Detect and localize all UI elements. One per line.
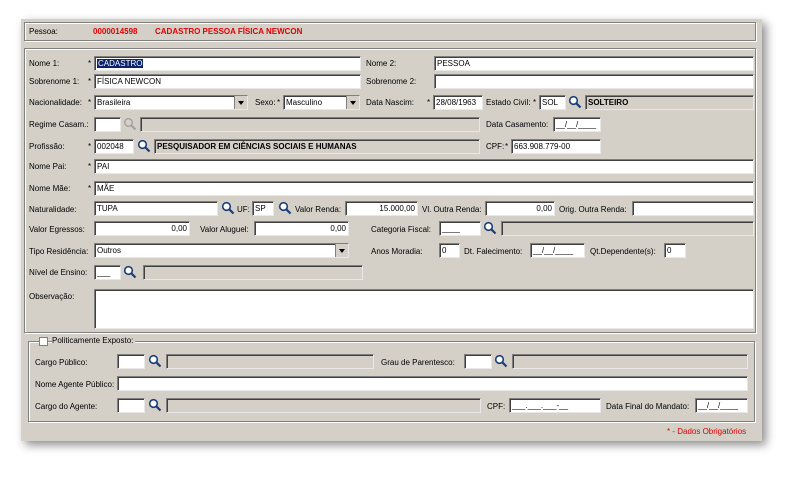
- sobrenome2-label: Sobrenome 2:: [366, 77, 417, 86]
- qt-dependente-label: Qt.Dependente(s):: [590, 247, 656, 256]
- categoria-fiscal-desc: [501, 221, 754, 236]
- nome-agente-label: Nome Agente Público:: [35, 380, 115, 389]
- data-casamento-input[interactable]: __/__/____: [553, 117, 601, 132]
- required-mark: *: [505, 142, 509, 151]
- profissao-code-input[interactable]: 002048: [94, 139, 134, 154]
- cadastro-pessoa-fisica-window: [21, 19, 762, 441]
- cargo-publico-input[interactable]: [117, 354, 145, 369]
- sexo-label: Sexo:: [255, 98, 276, 107]
- estado-civil-label: Estado Civil:: [486, 98, 531, 107]
- required-mark: *: [277, 98, 281, 107]
- nome2-input[interactable]: PESSOA: [434, 56, 754, 71]
- valor-aluguel-label: Valor Aluguel:: [200, 225, 249, 234]
- grau-parentesco-desc: [512, 354, 748, 369]
- search-icon[interactable]: [494, 354, 508, 368]
- chevron-down-icon[interactable]: [346, 96, 359, 109]
- required-mark: *: [533, 98, 537, 107]
- dt-falecimento-label: Dt. Falecimento:: [464, 247, 523, 256]
- uf-input[interactable]: SP: [252, 201, 274, 216]
- uf-label: UF:: [237, 205, 250, 214]
- cargo-publico-label: Cargo Público:: [35, 358, 88, 367]
- politicamente-exposto-label: Politicamente Exposto:: [52, 336, 134, 345]
- nome-pai-label: Nome Pai:: [29, 162, 67, 171]
- cargo-agente-label: Cargo do Agente:: [35, 402, 98, 411]
- naturalidade-input[interactable]: TUPA: [94, 201, 218, 216]
- naturalidade-label: Naturalidade:: [29, 205, 77, 214]
- tipo-residencia-select[interactable]: [94, 243, 349, 258]
- vl-outra-renda-label: Vl. Outra Renda:: [422, 205, 482, 214]
- anos-moradia-label: Anos Moradia:: [371, 247, 423, 256]
- search-icon[interactable]: [123, 265, 137, 279]
- sobrenome1-input[interactable]: FÍSICA NEWCON: [94, 74, 361, 89]
- chevron-down-icon[interactable]: [335, 244, 348, 257]
- search-icon: [123, 117, 137, 131]
- nome1-label: Nome 1:: [29, 59, 60, 68]
- nome-mae-input[interactable]: MÃE: [94, 181, 754, 196]
- cpf-input[interactable]: 663.908.779-00: [511, 139, 601, 154]
- nacionalidade-select[interactable]: [94, 95, 248, 110]
- politicamente-exposto-checkbox[interactable]: [39, 337, 48, 346]
- cargo-agente-desc: [166, 398, 481, 413]
- pessoa-code: 0000014598: [93, 27, 138, 36]
- search-icon[interactable]: [278, 201, 292, 215]
- cargo-publico-desc: [166, 354, 374, 369]
- regime-casam-input[interactable]: [94, 117, 121, 132]
- nome1-input[interactable]: [94, 56, 361, 71]
- estado-civil-desc: SOLTEIRO: [585, 95, 754, 110]
- required-fields-note: * - Dados Obrigatórios: [667, 427, 747, 436]
- data-final-mandato-input[interactable]: __/__/____: [695, 398, 748, 413]
- pep-cpf-label: CPF:: [487, 402, 506, 411]
- required-mark: *: [88, 77, 92, 86]
- sexo-value: Masculino: [286, 98, 323, 107]
- search-icon[interactable]: [568, 95, 582, 109]
- qt-dependente-input[interactable]: 0: [664, 243, 686, 258]
- required-mark: *: [88, 162, 92, 171]
- grau-parentesco-input[interactable]: [464, 354, 492, 369]
- pep-cpf-input[interactable]: ___.___.___-__: [509, 398, 601, 413]
- nome-mae-label: Nome Mãe:: [29, 184, 71, 193]
- estado-civil-code-input[interactable]: SOL: [539, 95, 566, 110]
- nome1-value: CADASTRO: [98, 59, 143, 68]
- cargo-agente-input[interactable]: [117, 398, 145, 413]
- orig-outra-renda-label: Orig. Outra Renda:: [559, 205, 627, 214]
- search-icon[interactable]: [221, 201, 235, 215]
- nacionalidade-label: Nacionalidade:: [29, 98, 82, 107]
- required-mark: *: [88, 142, 92, 151]
- data-nascim-label: Data Nascim:: [366, 98, 415, 107]
- pessoa-name: CADASTRO PESSOA FÍSICA NEWCON: [155, 27, 303, 36]
- search-icon[interactable]: [137, 139, 151, 153]
- observacao-textarea[interactable]: [94, 289, 754, 329]
- regime-casam-desc: [140, 117, 480, 132]
- valor-aluguel-input[interactable]: 0,00: [254, 221, 349, 236]
- nivel-ensino-input[interactable]: ___: [94, 265, 121, 280]
- data-final-mandato-label: Data Final do Mandato:: [606, 402, 690, 411]
- tipo-residencia-label: Tipo Residência:: [29, 247, 89, 256]
- dt-falecimento-input[interactable]: __/__/____: [530, 243, 585, 258]
- categoria-fiscal-label: Categoria Fiscal:: [371, 225, 432, 234]
- vl-outra-renda-input[interactable]: 0,00: [485, 201, 555, 216]
- data-nascim-input[interactable]: 28/08/1963: [433, 95, 483, 110]
- categoria-fiscal-input[interactable]: ____: [439, 221, 481, 236]
- orig-outra-renda-input[interactable]: [632, 201, 754, 216]
- observacao-label: Observação:: [29, 292, 75, 301]
- anos-moradia-input[interactable]: 0: [439, 243, 460, 258]
- valor-renda-input[interactable]: 15.000,00: [345, 201, 418, 216]
- sobrenome1-label: Sobrenome 1:: [29, 77, 80, 86]
- valor-renda-label: Valor Renda:: [295, 205, 342, 214]
- regime-casam-label: Regime Casam.:: [29, 120, 89, 129]
- grau-parentesco-label: Grau de Parentesco:: [381, 358, 455, 367]
- sexo-select[interactable]: [283, 95, 360, 110]
- tipo-residencia-value: Outros: [97, 246, 122, 255]
- required-mark: *: [88, 184, 92, 193]
- profissao-label: Profissão:: [29, 142, 65, 151]
- valor-egressos-input[interactable]: 0,00: [94, 221, 190, 236]
- required-mark: *: [427, 98, 431, 107]
- data-casamento-label: Data Casamento:: [486, 120, 549, 129]
- cpf-label: CPF:: [486, 142, 505, 151]
- nome2-label: Nome 2:: [366, 59, 397, 68]
- valor-egressos-label: Valor Egressos:: [29, 225, 85, 234]
- required-mark: *: [88, 98, 92, 107]
- chevron-down-icon[interactable]: [234, 96, 247, 109]
- pessoa-label: Pessoa:: [29, 27, 58, 36]
- search-icon[interactable]: [148, 398, 162, 412]
- nome-agente-input[interactable]: [117, 376, 748, 391]
- sobrenome2-input[interactable]: [434, 74, 754, 89]
- nivel-ensino-label: Nível de Ensino:: [29, 268, 88, 277]
- required-mark: *: [88, 59, 92, 68]
- profissao-desc: PESQUISADOR EM CIÊNCIAS SOCIAIS E HUMANAS: [154, 139, 480, 154]
- search-icon[interactable]: [483, 221, 497, 235]
- nacionalidade-value: Brasileira: [97, 98, 131, 107]
- nome-pai-input[interactable]: PAI: [94, 159, 754, 174]
- nivel-ensino-desc: [143, 265, 363, 280]
- search-icon[interactable]: [148, 354, 162, 368]
